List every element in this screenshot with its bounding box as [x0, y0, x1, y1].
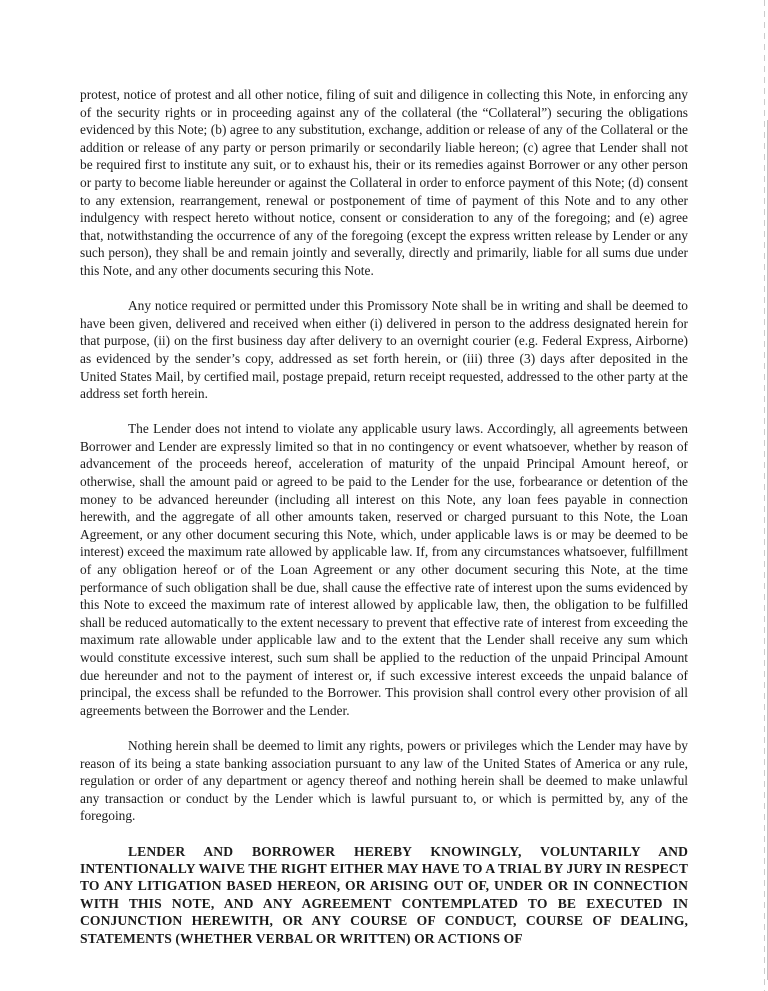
paragraph-usury: The Lender does not intend to violate any applicable usury laws. Accordingly, all agreements between Borrower and Lender are expressly limited so that in no contingency or event whatsoever, whether by reason of advancement of the proceeds hereof, acceleration of maturity of the unpaid Principal Amount hereof, or otherwise, shall the amount paid or agreed to be paid to the Lender for the use, forbearance or detention of the money to be advanced hereunder (including all interest on this Note, any loan fees payable in connection herewith, and the aggregate of all other amounts taken, reserved or charged pursuant to this Note, the Loan Agreement, or any other document securing this Note, which, under applicable laws is or may be deemed to be interest) exceed the maximum rate allowed by applicable law. If, from any circumstances whatsoever, fulfillment of any obligation hereof or of the Loan Agreement or any other document securing this Note, at the time performance of such obligation shall be due, shall cause the effective rate of interest upon the sums evidenced by this Note to exceed the maximum rate of interest allowed by applicable law, then, the obligation to be fulfilled shall be reduced automatically to the extent necessary to prevent that effective rate of interest from exceeding the maximum rate allowable under applicable law and to the extent that the Lender shall receive any sum which would constitute excessive interest, such sum shall be applied to the reduction of the unpaid Principal Amount due hereunder and not to the payment of interest or, if such excessive interest exceeds the unpaid balance of principal, the excess shall be refunded to the Borrower. This provision shall control every other provision of all agreements between the Borrower and the Lender. [80, 421, 688, 718]
scan-edge-artifact [764, 0, 765, 991]
paragraph-jury-waiver: LENDER AND BORROWER HEREBY KNOWINGLY, VOLUNTARILY AND INTENTIONALLY WAIVE THE RIGHT EITHER MAY HAVE TO A TRIAL BY JURY IN RESPECT TO ANY LITIGATION BASED HEREON, OR ARISING OUT OF, UNDER OR IN CONNECTION WITH THIS NOTE, AND ANY AGREEMENT CONTEMPLATED TO BE EXECUTED IN CONJUNCTION HEREWITH, OR ANY COURSE OF CONDUCT, COURSE OF DEALING, STATEMENTS (WHETHER VERBAL OR WRITTEN) OR ACTIONS OF [80, 843, 688, 946]
paragraph-lender-rights: Nothing herein shall be deemed to limit any rights, powers or privileges which the Lender may have by reason of its being a state banking association pursuant to any law of the United States of America or any rule, regulation or order of any department or agency thereof and nothing herein shall be deemed to make unlawful any transaction or conduct by the Lender which is lawful pursuant to, or which is permitted by, any of the foregoing. [80, 737, 688, 824]
paragraph-waiver-continuation: protest, notice of protest and all other notice, filing of suit and diligence in collecting this Note, in enforcing any of the security rights or in proceeding against any of the collateral (the “Collateral”) securing the obligations evidenced by this Note; (b) agree to any substitution, exchange, addition or release of any of the Collateral or the addition or release of any party or person primarily or secondarily liable hereon; (c) agree that Lender shall not be required first to institute any suit, or to exhaust his, their or its remedies against Borrower or any other person or party to become liable hereunder or against the Collateral in order to enforce payment of this Note; (d) consent to any extension, rearrangement, renewal or postponement of time of payment of this Note and to any other indulgency with respect hereto without notice, consent or consideration to any of the foregoing; and (e) agree that, notwithstanding the occurrence of any of the foregoing (except the express written release by Lender or any such person), they shall be and remain jointly and severally, directly and primarily, liable for all sums due under this Note, and any other documents securing this Note. [80, 87, 688, 278]
document-body [80, 86, 688, 965]
paragraph-notice: Any notice required or permitted under this Promissory Note shall be in writing and shall be deemed to have been given, delivered and received when either (i) delivered in person to the address designated herein for that purpose, (ii) on the first business day after delivery to an overnight courier (e.g. Federal Express, Airborne) as evidenced by the sender’s copy, addressed as set forth herein, or (iii) three (3) days after deposited in the United States Mail, by certified mail, postage prepaid, return receipt requested, addressed to the other party at the address set forth herein. [80, 298, 688, 402]
